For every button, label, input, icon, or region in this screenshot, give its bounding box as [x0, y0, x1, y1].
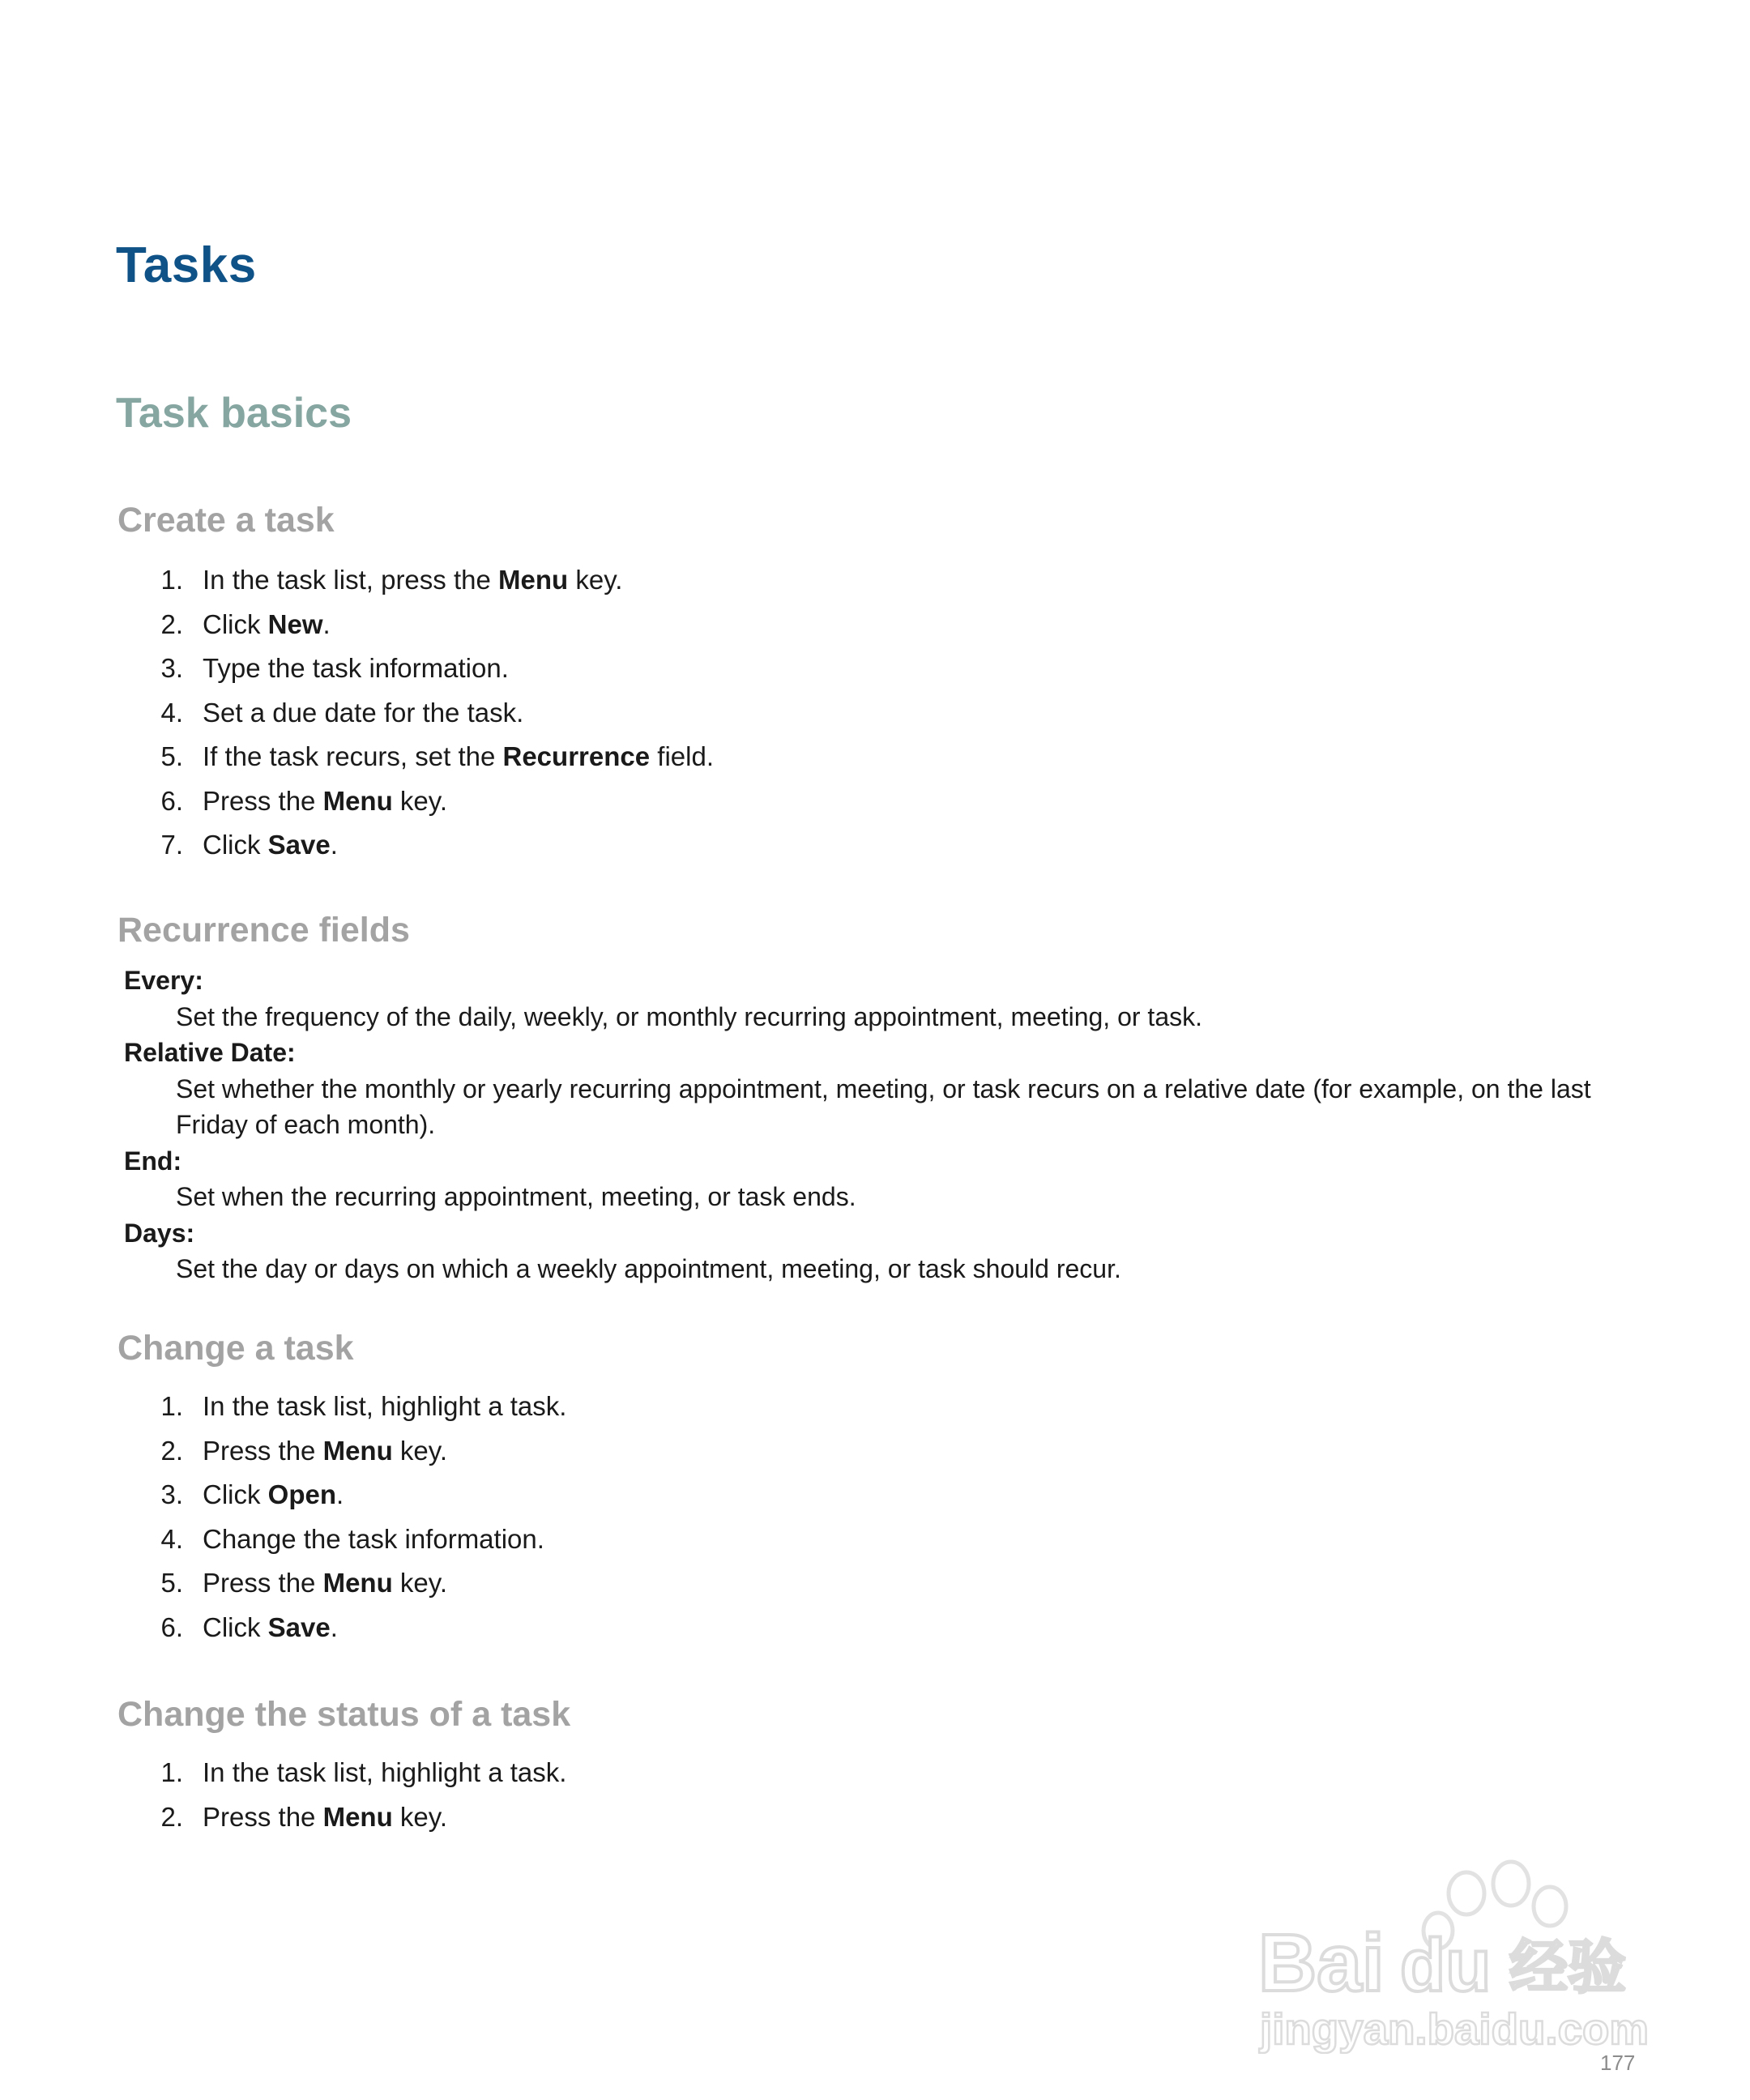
- step-number: 1.: [160, 1391, 183, 1421]
- step-number: 1.: [160, 1757, 183, 1787]
- step-text-plain: Set a due date for the task.: [203, 697, 524, 728]
- step-text-plain: Click: [203, 830, 268, 860]
- step-number: 4.: [160, 697, 183, 728]
- step-number: 7.: [160, 830, 183, 860]
- step-text: [203, 779, 447, 824]
- step-text-suffix: .: [322, 608, 331, 639]
- step-text-bold: New: [267, 608, 323, 639]
- step-number: 3.: [160, 1479, 183, 1509]
- step-text-bold: Open: [267, 1479, 337, 1509]
- step-text: [203, 1561, 447, 1606]
- step-text-suffix: key.: [392, 1435, 447, 1466]
- step-text: [203, 1751, 566, 1795]
- field-term: Relative Date:: [124, 1038, 296, 1067]
- step-number: 5.: [160, 1568, 183, 1598]
- baidu-brand-cn: 经验: [1509, 1933, 1627, 2001]
- step-number: 1.: [160, 565, 183, 595]
- field-term: Every:: [124, 966, 203, 995]
- step-text-plain: Press the: [203, 1435, 323, 1466]
- step-number: 2.: [160, 1801, 183, 1832]
- step-text-bold: Recurrence: [502, 741, 651, 771]
- step-text-plain: In the task list, highlight a task.: [203, 1391, 567, 1421]
- step-text-suffix: .: [330, 1611, 338, 1642]
- step-text: [203, 1517, 544, 1562]
- step-text-plain: Press the: [203, 785, 323, 816]
- step-text-suffix: key.: [568, 565, 623, 595]
- baidu-brand-right: du: [1400, 1924, 1492, 2007]
- step-number: 2.: [160, 608, 183, 639]
- step-number: 3.: [160, 653, 183, 683]
- step-text: [203, 1429, 447, 1474]
- baidu-brand-left: Bai: [1258, 1918, 1385, 2008]
- field-term: End:: [124, 1146, 182, 1176]
- step-text-bold: Menu: [322, 1801, 393, 1832]
- step-number: 6.: [160, 1611, 183, 1642]
- step-text: [203, 823, 338, 868]
- step-number: 4.: [160, 1523, 183, 1554]
- step-text-plain: In the task list, press the: [203, 565, 498, 595]
- step-text-bold: Menu: [322, 1568, 393, 1598]
- step-text-suffix: field.: [650, 741, 714, 771]
- heading-create-a-task: Create a task: [117, 501, 335, 540]
- baidu-watermark-url: jingyan.baidu.com: [1258, 2005, 1649, 2054]
- step-text-plain: If the task recurs, set the: [203, 741, 503, 771]
- step-text-bold: Save: [267, 1611, 331, 1642]
- step-text-bold: Menu: [322, 785, 393, 816]
- step-text-plain: Click: [203, 608, 268, 639]
- step-text-suffix: key.: [392, 1801, 447, 1832]
- page-title: Tasks: [116, 237, 257, 293]
- step-text-plain: Press the: [203, 1568, 323, 1598]
- step-text: [203, 603, 331, 647]
- step-text: [203, 735, 714, 779]
- step-text: [203, 1473, 344, 1517]
- field-term: Days:: [124, 1218, 195, 1248]
- step-text-suffix: key.: [392, 1568, 447, 1598]
- step-number: 2.: [160, 1435, 183, 1466]
- step-text-bold: Menu: [498, 565, 569, 595]
- step-text: [203, 1385, 566, 1429]
- step-text-plain: Type the task information.: [203, 653, 509, 683]
- field-description: Set the day or days on which a weekly appointment, meeting, or task should recur.: [176, 1254, 1121, 1283]
- field-description: Set when the recurring appointment, meeting, or task ends.: [176, 1182, 856, 1211]
- step-text-suffix: .: [336, 1479, 344, 1509]
- heading-change-status: Change the status of a task: [117, 1695, 571, 1734]
- field-description: Set the frequency of the daily, weekly, or monthly recurring appointment, meeting, or task.: [176, 1001, 1202, 1031]
- baidu-watermark-logo: [1252, 1851, 1657, 2054]
- step-text-plain: Click: [203, 1611, 268, 1642]
- step-text: [203, 1606, 338, 1650]
- step-text: [203, 1795, 447, 1840]
- recurrence-field-list: [0, 962, 1649, 1287]
- step-text-bold: Menu: [322, 1435, 393, 1466]
- step-text: [203, 647, 509, 691]
- heading-change-a-task: Change a task: [117, 1329, 354, 1368]
- step-text: [203, 691, 523, 736]
- page-number: 177: [1600, 2051, 1636, 2075]
- section-heading-task-basics: Task basics: [116, 390, 352, 437]
- step-number: 5.: [160, 741, 183, 771]
- step-text-plain: Change the task information.: [203, 1523, 544, 1554]
- step-text-plain: Click: [203, 1479, 268, 1509]
- step-text-plain: Press the: [203, 1801, 323, 1832]
- step-number: 6.: [160, 785, 183, 816]
- step-text-plain: In the task list, highlight a task.: [203, 1757, 567, 1787]
- field-description: Set whether the monthly or yearly recurring appointment, meeting, or task recurs on a relative date (for example, on the last Friday of each month).: [176, 1073, 1591, 1139]
- step-text-bold: Save: [267, 830, 331, 860]
- heading-recurrence-fields: Recurrence fields: [117, 911, 410, 950]
- step-text: [203, 558, 622, 603]
- step-text-suffix: key.: [392, 785, 447, 816]
- step-text-suffix: .: [330, 830, 338, 860]
